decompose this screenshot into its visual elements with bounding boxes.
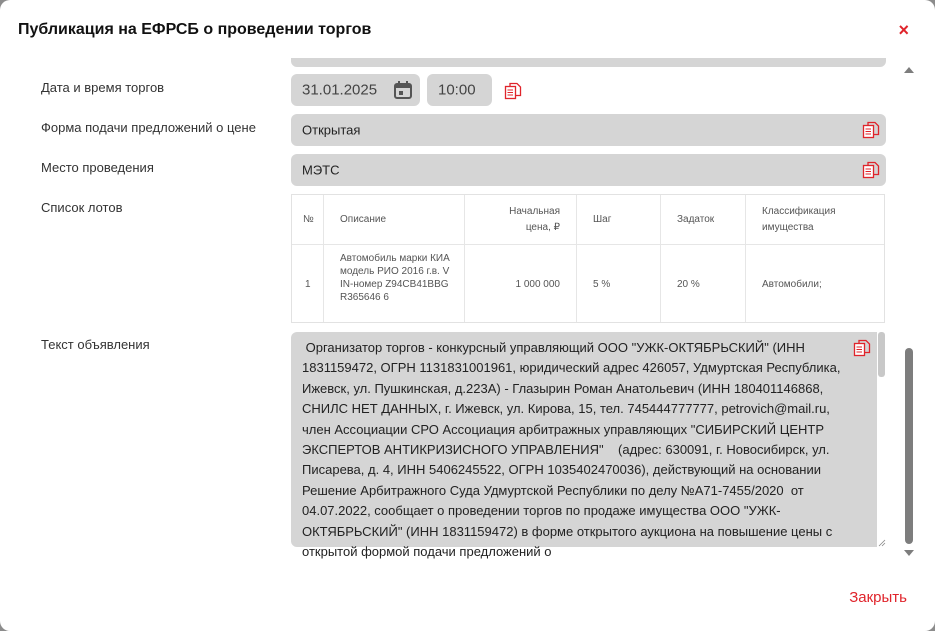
header-classification-line2: имущества	[762, 222, 814, 233]
column-divider	[660, 195, 661, 322]
header-price	[472, 205, 560, 234]
venue-field	[291, 154, 886, 186]
column-divider	[576, 195, 577, 322]
time-field[interactable]	[427, 74, 492, 106]
dialog-scrollbar[interactable]	[902, 62, 916, 562]
column-divider	[745, 195, 746, 322]
date-time-label: Дата и время торгов	[41, 80, 165, 95]
previous-field-edge	[291, 58, 886, 67]
lot-num: 1	[305, 279, 311, 290]
date-value: 31.01.2025	[302, 81, 378, 99]
header-description: Описание	[340, 214, 387, 225]
lot-step: 5 %	[593, 279, 611, 290]
header-classification	[762, 205, 836, 234]
close-icon[interactable]: ×	[898, 20, 909, 40]
announcement-label: Текст объявления	[41, 337, 150, 352]
copy-icon[interactable]	[862, 161, 880, 179]
copy-icon[interactable]	[504, 82, 522, 100]
scroll-up-icon[interactable]	[904, 67, 914, 73]
header-classification-line1: Классификация	[762, 206, 836, 217]
scroll-down-icon[interactable]	[904, 550, 914, 556]
lot-classification: Автомобили;	[762, 279, 822, 290]
column-divider	[323, 195, 324, 322]
header-step: Шаг	[593, 214, 612, 225]
dialog-body	[0, 58, 900, 566]
copy-icon[interactable]	[862, 121, 880, 139]
announcement-scroll-thumb[interactable]	[878, 332, 885, 377]
header-divider	[292, 244, 884, 245]
copy-icon[interactable]	[853, 339, 871, 357]
bid-form-label: Форма подачи предложений о цене	[41, 120, 256, 135]
bid-form-value: Открытая	[302, 122, 361, 138]
time-value: 10:00	[438, 81, 476, 99]
lot-description: Автомобиль марки КИА модель РИО 2016 г.в. VIN-номер Z94CB41BBGR365646 6	[340, 253, 450, 303]
header-price-line2: цена, ₽	[525, 222, 560, 233]
resize-handle-icon[interactable]	[879, 540, 885, 546]
column-divider	[464, 195, 465, 322]
lot-price: 1 000 000	[515, 279, 560, 290]
date-field[interactable]	[291, 74, 420, 106]
header-num: №	[303, 214, 314, 225]
lot-deposit: 20 %	[677, 279, 700, 290]
announcement-scrollbar[interactable]	[877, 332, 886, 547]
venue-label: Место проведения	[41, 160, 154, 175]
announcement-text: Организатор торгов - конкурсный управляющий ООО "УЖК-ОКТЯБРЬСКИЙ" (ИНН 1831159472, ОГРН 1131831001961, юридический адрес 426057, Удмуртская Республика, Ижевск, ул. Пушкинская, д.223А) - Глазырин Роман Анатольевич (ИНН 180401146868, СНИЛС НЕТ ДАННЫХ, г. Ижевск, ул. Кирова, 15, тел. 745444777777, petrovich@mail.ru, член Ассоциации СРО Ассоциация арбитражных управляющих "СИБИРСКИЙ ЦЕНТР ЭКСПЕРТОВ АНТИКРИЗИСНОГО УПРАВЛЕНИЯ" (адрес: 630091, г. Новосибирск, ул. Писарева, д. 4, ИНН 5406245522, ОГРН 1035402470036), действующий на основании Решение Арбитражного Суда Удмуртской Республики по делу №А71-7455/2020 от 04.07.2022, сообщает о проведении торгов по продаже имущества ООО "УЖК-ОКТЯБРЬСКИЙ" (ИНН 1831159472) в форме открытого аукциона на повышение цены с открытой формой подачи предложений о	[302, 340, 845, 560]
bid-form-field	[291, 114, 886, 146]
lots-table	[291, 194, 885, 323]
lots-label: Список лотов	[41, 200, 123, 215]
dialog-title: Публикация на ЕФРСБ о проведении торгов	[18, 21, 372, 38]
announcement-textarea[interactable]	[291, 332, 886, 560]
venue-value: МЭТС	[302, 162, 340, 178]
header-price-line1: Начальная	[509, 206, 560, 217]
calendar-icon[interactable]	[393, 80, 413, 100]
header-deposit: Задаток	[677, 214, 715, 225]
close-button[interactable]: Закрыть	[849, 589, 907, 606]
dialog-scroll-thumb[interactable]	[905, 348, 913, 544]
